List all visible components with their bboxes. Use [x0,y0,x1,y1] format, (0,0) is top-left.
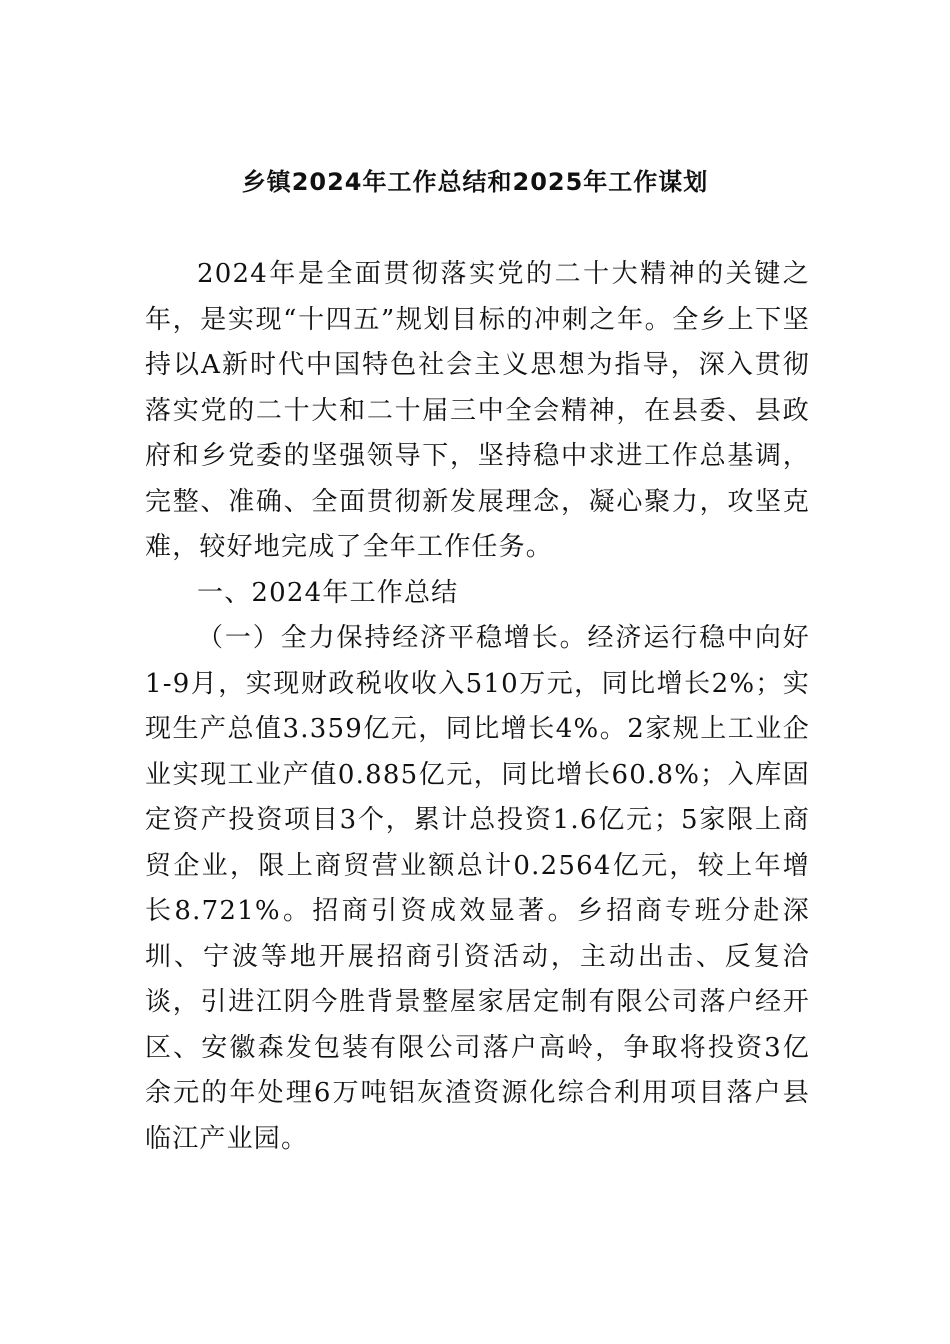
intro-paragraph: 2024年是全面贯彻落实党的二十大精神的关键之年，是实现“十四五”规划目标的冲刺之年。全乡上下坚持以A新时代中国特色社会主义思想为指导，深入贯彻落实党的二十大和二十届三中全会精神，在县委、县政府和乡党委的坚强领导下，坚持稳中求进工作总基调，完整、准确、全面贯彻新发展理念，凝心聚力，攻坚克难，较好地完成了全年工作任务。 [145,259,810,562]
document-body [145,252,810,1162]
document-title: 乡镇2024年工作总结和2025年工作谋划 [241,168,709,196]
section-paragraph: （一）全力保持经济平稳增长。经济运行稳中向好1-9月，实现财政税收收入510万元，同比增长2%；实现生产总值3.359亿元，同比增长4%。2家规上工业企业实现工业产值0.885亿元，同比增长60.8%；入库固定资产投资项目3个，累计总投资1.6亿元；5家限上商贸企业，限上商贸营业额总计0.2564亿元，较上年增长8.721%。招商引资成效显著。乡招商专班分赴深圳、宁波等地开展招商引资活动，主动出击、反复洽谈，引进江阴今胜背景整屋家居定制有限公司落户经开区、安徽森发包装有限公司落户高岭，争取将投资3亿余元的年处理6万吨铝灰渣资源化综合利用项目落户县临江产业园。 [145,623,810,1154]
section-heading: 一、2024年工作总结 [197,577,459,608]
